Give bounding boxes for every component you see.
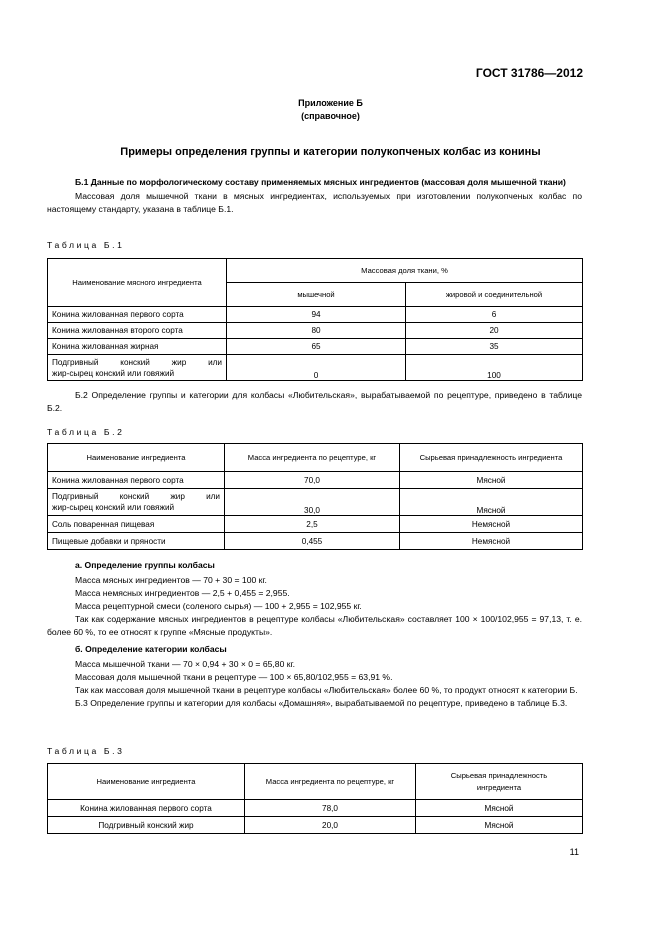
section-b1-text: Массовая доля мышечной ткани в мясных ингредиентах, используемых при изготовлении полукопченых колбас по настоящему стандарту, указана в таблице Б.1. (47, 191, 582, 214)
table-cell: Соль поваренная пищевая (48, 516, 225, 533)
appendix-type: (справочное) (301, 111, 360, 121)
table-cell: Конина жилованная первого сорта (48, 800, 245, 817)
table-b2-head-name: Наименование ингредиента (48, 444, 225, 472)
table-row (48, 489, 583, 516)
section-b3-text: Б.3 Определение группы и категории для колбасы «Домашняя», вырабатываемой по рецептуре, приведено в таблице Б.3. (75, 698, 568, 708)
table-b1-head-group: Массовая доля ткани, % (227, 259, 583, 283)
table-row (48, 307, 583, 323)
cell-line: жир-сырец конский или говяжий (52, 368, 175, 378)
cell-line: Подгривный конский жир или (52, 492, 220, 501)
table-row (48, 355, 583, 381)
calc-line: Масса немясных ингредиентов — 2,5 + 0,455 = 2,955. (75, 588, 290, 598)
table-cell: Конина жилованная жирная (48, 339, 227, 355)
table-b3-head-mass: Масса ингредиента по рецептуре, кг (245, 764, 416, 800)
table-cell: 20,0 (245, 817, 416, 834)
table-cell: Мясной (400, 489, 583, 516)
table-b2 (47, 443, 583, 550)
table-cell: 30,0 (225, 489, 400, 516)
table-b2-head-mass: Масса ингредиента по рецептуре, кг (225, 444, 400, 472)
section-b1 (47, 176, 582, 216)
table-b3-head-name: Наименование ингредиента (48, 764, 245, 800)
table-b1-head-muscle: мышечной (227, 283, 406, 307)
table-cell: 6 (406, 307, 583, 323)
table-cell: Мясной (400, 472, 583, 489)
table-b1-head-name: Наименование мясного ингредиента (48, 259, 227, 307)
table-cell: Конина жилованная первого сорта (48, 472, 225, 489)
calc-category-heading: б. Определение категории колбасы (75, 644, 227, 654)
cell-line: Подгривный конский жир или (52, 357, 222, 367)
section-b1-heading: Б.1 Данные по морфологическому составу применяемых мясных ингредиентов (массовая доля мышечной ткани) (75, 177, 566, 187)
table-row (48, 472, 583, 489)
table-cell: 94 (227, 307, 406, 323)
table-cell: 70,0 (225, 472, 400, 489)
table-cell (48, 489, 225, 516)
table-cell: 20 (406, 323, 583, 339)
table-cell: Мясной (416, 800, 583, 817)
table-cell: 100 (406, 355, 583, 381)
document-code: ГОСТ 31786—2012 (475, 66, 583, 80)
table-cell: Немясной (400, 516, 583, 533)
table-cell: Пищевые добавки и пряности (48, 533, 225, 550)
table-cell: 35 (406, 339, 583, 355)
table-cell: Немясной (400, 533, 583, 550)
table-cell: 2,5 (225, 516, 400, 533)
table-b2-label: Таблица Б.2 (47, 427, 125, 437)
head-line: Сырьевая принадлежность (450, 770, 548, 780)
calc-line: Масса мышечной ткани — 70 × 0,94 + 30 × 0 = 65,80 кг. (75, 659, 295, 669)
table-b1-label: Таблица Б.1 (47, 240, 125, 250)
appendix-heading: Примеры определения группы и категории полукопченых колбас из конины (120, 146, 541, 158)
page-number: 11 (569, 847, 579, 857)
calculation-category (47, 643, 582, 710)
table-row (48, 533, 583, 550)
table-cell: 0,455 (225, 533, 400, 550)
table-cell: Конина жилованная второго сорта (48, 323, 227, 339)
table-row (48, 323, 583, 339)
table-b1 (47, 258, 583, 381)
cell-line: жир-сырец конский или говяжий (52, 503, 175, 512)
calc-line: Масса мясных ингредиентов — 70 + 30 = 100 кг. (75, 575, 267, 585)
table-b1-head-fat: жировой и соединительной (406, 283, 583, 307)
table-cell: 65 (227, 339, 406, 355)
section-b2 (47, 389, 582, 415)
calc-line: Масса рецептурной смеси (соленого сырья) — 100 + 2,955 = 102,955 кг. (75, 601, 362, 611)
table-b2-head-type: Сырьевая принадлежность ингредиента (400, 444, 583, 472)
table-row (48, 339, 583, 355)
appendix-title: Приложение Б (298, 98, 363, 108)
table-b3-head-type (416, 764, 583, 800)
head-line: ингредиента (476, 782, 522, 792)
table-row (48, 817, 583, 834)
table-cell: Подгривный конский жир (48, 817, 245, 834)
table-cell: Мясной (416, 817, 583, 834)
calc-group-heading: а. Определение группы колбасы (75, 560, 215, 570)
table-row (48, 516, 583, 533)
table-b3 (47, 763, 583, 834)
section-b2-text: Б.2 Определение группы и категории для колбасы «Любительская», вырабатываемой по рецептуре, приведено в таблице Б.2. (47, 390, 582, 413)
table-cell (48, 355, 227, 381)
table-cell: 80 (227, 323, 406, 339)
table-row (48, 800, 583, 817)
table-b3-label: Таблица Б.3 (47, 746, 125, 756)
calc-line: Массовая доля мышечной ткани в рецептуре — 100 × 65,80/102,955 = 63,91 %. (75, 672, 393, 682)
table-cell: Конина жилованная первого сорта (48, 307, 227, 323)
calc-line: Так как содержание мясных ингредиентов в рецептуре колбасы «Любительская» составляет 100 × 100/102,955 = 97,13, т. е. более 60 %, то ее относят к группе «Мясные продукты». (47, 614, 582, 637)
table-cell: 0 (227, 355, 406, 381)
table-cell: 78,0 (245, 800, 416, 817)
calculation-group (47, 559, 582, 639)
calc-line: Так как массовая доля мышечной ткани в рецептуре колбасы «Любительская» более 60 %, то продукт относят к категории Б. (75, 685, 578, 695)
